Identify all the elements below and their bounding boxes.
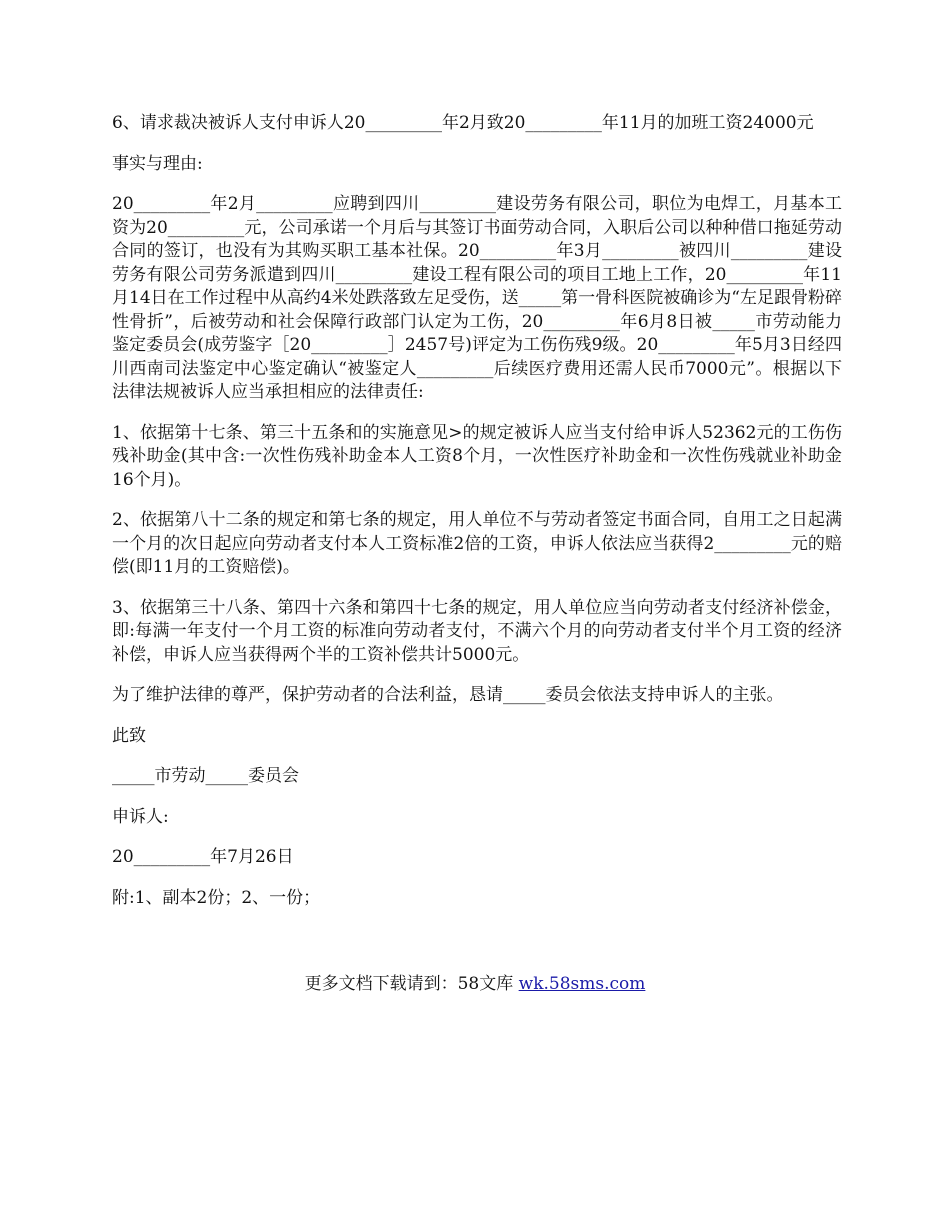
legal-basis-1: 1、依据第十七条、第三十五条和的实施意见>的规定被诉人应当支付给申诉人52362元的工伤伤残补助金(其中含:一次性伤残补助金本人工资8个月，一次性医疗补助金和一次性伤残就业补助金16个月)。 [112,422,842,490]
download-footer [0,972,950,996]
facts-heading: 事实与理由: [112,153,203,174]
footer-prefix: 更多文档下载请到：58文库 [304,974,519,994]
footer-link[interactable]: wk.58sms.com [518,974,646,994]
salutation: 此致 [112,725,146,746]
document-body [112,112,842,927]
document-date: 20_________年7月26日 [112,847,294,867]
request-paragraph: 为了维护法律的尊严，保护劳动者的合法利益，恳请_____委员会依法支持申诉人的主张。 [112,685,784,705]
legal-basis-2: 2、依据第八十二条的规定和第七条的规定，用人单位不与劳动者签定书面合同，自用工之日起满一个月的次日起应向劳动者支付本人工资标准2倍的工资，申诉人依法应当获得2_________元的赔偿(即11月的工资赔偿)。 [112,510,842,577]
attachments-line: 附:1、副本2份；2、一份； [112,887,321,908]
claim-item-6: 6、请求裁决被诉人支付申诉人20_________年2月致20_________年11月的加班工资24000元 [112,113,814,133]
facts-paragraph: 20_________年2月_________应聘到四川_________建设劳务有限公司，职位为电焊工，月基本工资为20_________元，公司承诺一个月后与其签订书面劳动合同，入职后公司以种种借口拖延劳动合同的签订，也没有为其购买职工基本社保。20_________年3月_________被四川_________建设劳务有限公司劳务派遣到四川_________建设工程有限公司的项目工地上工作，20_________年11月14日在工作过程中从高约4米处跌落致左足受伤，送_____第一骨科医院被确诊为“左足跟骨粉碎性骨折”，后被劳动和社会保障行政部门认定为工伤，20_________年6月8日被_____市劳动能力鉴定委员会(成劳鉴字［20_________］2457号)评定为工伤伤残9级。20_________年5月3日经四川西南司法鉴定中心鉴定确认“被鉴定人_________后续医疗费用还需人民币7000元”。根据以下法律法规被诉人应当承担相应的法律责任: [112,194,842,402]
signature-label: 申诉人: [112,806,169,827]
recipient-committee: _____市劳动_____委员会 [112,766,299,786]
legal-basis-3: 3、依据第三十八条、第四十六条和第四十七条的规定，用人单位应当向劳动者支付经济补偿金，即:每满一年支付一个月工资的标准向劳动者支付，不满六个月的向劳动者支付半个月工资的经济补偿，申诉人应当获得两个半的工资补偿共计5000元。 [112,597,842,665]
